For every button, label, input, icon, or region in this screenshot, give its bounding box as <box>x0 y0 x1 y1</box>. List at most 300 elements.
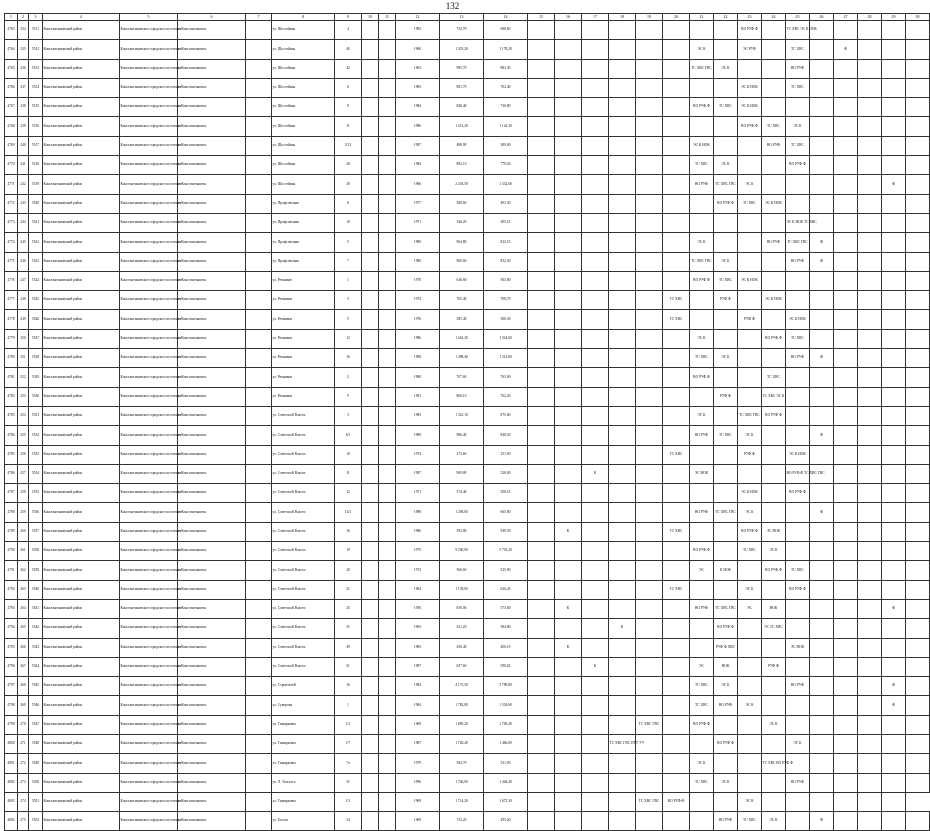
table-cell <box>762 78 786 97</box>
table-cell <box>246 329 272 348</box>
table-cell <box>379 773 396 792</box>
table-cell <box>362 561 379 580</box>
table-cell: 4 <box>335 21 362 40</box>
table-row <box>5 638 930 657</box>
table-cell: 236 <box>18 59 29 78</box>
table-cell <box>379 98 396 117</box>
table-cell <box>810 580 834 599</box>
table-row <box>5 542 930 561</box>
column-number-cell: 6 <box>178 14 246 21</box>
table-cell <box>555 715 582 734</box>
table-cell: 4803 <box>5 792 18 811</box>
table-cell: 657,60 <box>440 657 484 676</box>
table-cell: 5526 <box>29 310 43 329</box>
table-cell <box>555 117 582 136</box>
table-cell: ТС ХВС <box>714 271 738 290</box>
table-cell <box>246 175 272 194</box>
table-cell <box>636 252 663 271</box>
table-cell <box>834 734 858 753</box>
table-cell: ул. Советской Власти <box>272 561 335 580</box>
table-cell: К <box>582 464 609 483</box>
table-cell <box>786 792 810 811</box>
table-cell <box>738 387 762 406</box>
table-cell <box>858 98 882 117</box>
table-cell: Константиновский район <box>43 638 120 657</box>
table-cell: г. Константиновск <box>178 271 246 290</box>
column-number-cell: 24 <box>762 14 786 21</box>
table-cell: г. Константиновск <box>178 291 246 310</box>
table-row <box>5 792 930 811</box>
table-cell <box>528 233 555 252</box>
table-cell <box>362 657 379 676</box>
table-cell: г. Константиновск <box>178 677 246 696</box>
table-cell <box>762 156 786 175</box>
table-cell <box>810 271 834 290</box>
table-cell <box>555 329 582 348</box>
table-cell: 1 746,90 <box>440 773 484 792</box>
table-cell: 7 <box>335 252 362 271</box>
table-cell: 1/3 <box>335 792 362 811</box>
table-cell <box>582 426 609 445</box>
table-cell: ул. Профсоюзная <box>272 252 335 271</box>
table-cell <box>582 117 609 136</box>
table-cell <box>362 78 379 97</box>
table-cell <box>379 194 396 213</box>
table-cell <box>582 98 609 117</box>
table-cell <box>246 349 272 368</box>
table-cell <box>609 59 636 78</box>
table-cell: 4785 <box>5 445 18 464</box>
table-cell: г. Константиновск <box>178 233 246 252</box>
table-cell: 1 139,00 <box>440 580 484 599</box>
table-cell: ВО РУФ Ф <box>762 329 786 348</box>
table-cell <box>528 252 555 271</box>
table-cell <box>690 387 714 406</box>
table-cell <box>555 291 582 310</box>
table-cell <box>738 252 762 271</box>
table-cell <box>246 619 272 638</box>
table-cell: г. Константиновск <box>178 445 246 464</box>
table-cell <box>834 368 858 387</box>
table-cell: ТС ХВС <box>663 522 690 541</box>
table-cell: 12 <box>335 329 362 348</box>
table-cell <box>582 580 609 599</box>
table-cell <box>246 426 272 445</box>
table-cell: Константиновский район <box>43 503 120 522</box>
table-cell <box>690 792 714 811</box>
table-cell <box>555 696 582 715</box>
table-cell <box>882 329 906 348</box>
table-cell: 1 178,20 <box>484 40 528 59</box>
table-cell: 264 <box>18 599 29 618</box>
table-cell <box>555 233 582 252</box>
table-cell <box>906 677 930 696</box>
column-number-cell: 20 <box>663 14 690 21</box>
table-cell <box>690 310 714 329</box>
table-cell <box>882 271 906 290</box>
table-cell: 35 <box>335 619 362 638</box>
table-cell: г. Константиновск <box>178 484 246 503</box>
table-cell: 1981 <box>396 387 440 406</box>
table-cell <box>882 445 906 464</box>
table-cell: ул. Шоссейная <box>272 40 335 59</box>
table-cell <box>609 310 636 329</box>
table-cell: Константиновское городское поселение <box>120 291 178 310</box>
table-cell <box>555 792 582 811</box>
table-cell: 730,80 <box>484 98 528 117</box>
table-cell <box>246 194 272 213</box>
table-cell <box>786 657 810 676</box>
table-cell <box>882 503 906 522</box>
table-cell: 251 <box>18 349 29 368</box>
table-row <box>5 677 930 696</box>
table-cell <box>528 175 555 194</box>
table-cell: ВО РУФ <box>690 599 714 618</box>
table-cell <box>582 252 609 271</box>
table-cell <box>906 445 930 464</box>
table-cell: ул. Советской Власти <box>272 619 335 638</box>
table-cell: К <box>555 599 582 618</box>
table-cell: г. Константиновск <box>178 464 246 483</box>
table-cell: Константиновское городское поселение <box>120 349 178 368</box>
table-cell <box>609 156 636 175</box>
table-cell: К <box>555 638 582 657</box>
table-cell: 268 <box>18 677 29 696</box>
table-cell <box>246 464 272 483</box>
table-cell: 5536 <box>29 503 43 522</box>
table-cell: ул. Советской Власти <box>272 426 335 445</box>
table-cell: 752,70 <box>440 21 484 40</box>
table-cell <box>834 773 858 792</box>
table-cell: 1984 <box>396 156 440 175</box>
table-cell: ул. Тимирязева <box>272 754 335 773</box>
column-number-cell: 2 <box>18 14 29 21</box>
table-cell <box>906 812 930 831</box>
table-cell: ЭС К НОК <box>762 291 786 310</box>
table-cell <box>582 561 609 580</box>
table-cell <box>528 21 555 40</box>
table-cell: 1988 <box>396 349 440 368</box>
column-number-cell: 21 <box>690 14 714 21</box>
table-cell: ЭС К <box>690 406 714 425</box>
table-cell: г. Константиновск <box>178 638 246 657</box>
table-cell <box>882 619 906 638</box>
table-cell: Константиновское городское поселение <box>120 484 178 503</box>
table-cell: Константиновский район <box>43 291 120 310</box>
table-row <box>5 213 930 232</box>
table-cell: 265 <box>18 619 29 638</box>
table-cell: 5527 <box>29 329 43 348</box>
table-cell <box>810 156 834 175</box>
table-cell: 1 706,40 <box>484 715 528 734</box>
table-cell: ЭС К <box>690 40 714 59</box>
table-cell: Константиновское городское поселение <box>120 464 178 483</box>
table-cell <box>582 194 609 213</box>
table-cell: 573,60 <box>484 599 528 618</box>
table-cell: 1987 <box>396 464 440 483</box>
table-cell: ул. Речников <box>272 310 335 329</box>
table-cell <box>528 599 555 618</box>
table-cell <box>858 136 882 155</box>
table-cell: г. Константиновск <box>178 78 246 97</box>
table-cell: 765,40 <box>440 291 484 310</box>
table-cell: 1 314,80 <box>484 349 528 368</box>
table-cell <box>738 59 762 78</box>
table-cell <box>609 136 636 155</box>
table-cell <box>882 233 906 252</box>
table-cell <box>906 291 930 310</box>
table-row <box>5 773 930 792</box>
table-cell <box>882 21 906 40</box>
table-cell <box>906 213 930 232</box>
table-cell <box>906 599 930 618</box>
table-cell <box>738 329 762 348</box>
table-cell: 10 <box>335 445 362 464</box>
table-cell <box>663 484 690 503</box>
table-cell: Константиновское городское поселение <box>120 522 178 541</box>
table-cell: 646,60 <box>440 271 484 290</box>
table-cell <box>906 503 930 522</box>
table-cell <box>246 368 272 387</box>
table-cell <box>379 445 396 464</box>
table-cell <box>834 754 858 773</box>
table-cell <box>555 561 582 580</box>
table-cell <box>834 542 858 561</box>
table-cell <box>362 445 379 464</box>
table-cell: 611,20 <box>440 619 484 638</box>
table-cell <box>882 657 906 676</box>
table-cell <box>528 696 555 715</box>
table-cell <box>379 561 396 580</box>
table-cell <box>582 271 609 290</box>
table-cell: 702,20 <box>484 387 528 406</box>
table-cell: г. Константиновск <box>178 194 246 213</box>
table-cell: г. Константиновск <box>178 426 246 445</box>
table-cell: ЭС РУФ <box>738 40 762 59</box>
table-cell: 665,80 <box>484 503 528 522</box>
table-cell: г. Константиновск <box>178 349 246 368</box>
table-cell: ТС ХВС ГВС <box>714 175 738 194</box>
table-cell: 51 <box>335 657 362 676</box>
table-cell: 1 714,20 <box>440 792 484 811</box>
table-cell <box>609 175 636 194</box>
table-cell <box>609 561 636 580</box>
table-cell: 883,30 <box>484 59 528 78</box>
table-cell <box>882 387 906 406</box>
table-cell <box>906 40 930 59</box>
table-cell: ВО РУФ <box>786 59 810 78</box>
table-cell <box>834 580 858 599</box>
table-cell <box>528 291 555 310</box>
table-cell <box>906 464 930 483</box>
table-cell: 4768 <box>5 117 18 136</box>
table-cell: ВО РУФ <box>786 252 810 271</box>
table-cell <box>609 542 636 561</box>
table-cell: 4795 <box>5 638 18 657</box>
table-cell <box>379 677 396 696</box>
table-row <box>5 175 930 194</box>
table-cell <box>246 310 272 329</box>
table-cell <box>786 503 810 522</box>
table-cell: Константиновское городское поселение <box>120 40 178 59</box>
table-cell <box>738 156 762 175</box>
table-cell <box>858 792 882 811</box>
table-cell: ЭС К <box>762 542 786 561</box>
column-number-cell: 11 <box>379 14 396 21</box>
table-cell: 25 <box>335 599 362 618</box>
table-cell: ВО РУФ Ф <box>786 156 810 175</box>
table-cell <box>786 98 810 117</box>
table-cell <box>834 117 858 136</box>
table-cell: ул. Советской Власти <box>272 445 335 464</box>
table-cell: 560,60 <box>440 561 484 580</box>
table-cell <box>362 773 379 792</box>
table-cell <box>609 715 636 734</box>
table-cell: 5535 <box>29 484 43 503</box>
table-cell <box>786 522 810 541</box>
table-cell: Константиновский район <box>43 599 120 618</box>
table-cell <box>246 387 272 406</box>
table-cell <box>246 98 272 117</box>
table-cell: 40 <box>335 40 362 59</box>
table-cell <box>690 734 714 753</box>
table-cell <box>582 754 609 773</box>
table-cell: 270 <box>18 715 29 734</box>
table-cell <box>609 40 636 59</box>
table-cell <box>810 715 834 734</box>
table-cell <box>362 734 379 753</box>
table-cell: Константиновский район <box>43 136 120 155</box>
table-cell: 5538 <box>29 542 43 561</box>
table-cell <box>636 522 663 541</box>
table-cell <box>246 734 272 753</box>
table-cell: 5548 <box>29 734 43 753</box>
table-cell: 4797 <box>5 677 18 696</box>
table-cell <box>834 445 858 464</box>
table-cell: Константиновский район <box>43 677 120 696</box>
table-cell: 882,10 <box>440 156 484 175</box>
table-cell <box>362 696 379 715</box>
table-cell <box>663 156 690 175</box>
table-cell: ВО РУФ Ф <box>762 406 786 425</box>
table-cell: ТС ХВС ГВС <box>690 252 714 271</box>
table-cell: Константиновский район <box>43 78 120 97</box>
table-cell: 5533 <box>29 445 43 464</box>
table-cell <box>882 406 906 425</box>
table-cell <box>362 156 379 175</box>
table-cell: 5530 <box>29 387 43 406</box>
table-cell: 763,00 <box>484 368 528 387</box>
table-cell: ЭС К <box>738 792 762 811</box>
table-cell <box>609 754 636 773</box>
table-cell: 4787 <box>5 484 18 503</box>
table-cell <box>246 136 272 155</box>
table-cell: Константиновский район <box>43 561 120 580</box>
table-cell <box>362 329 379 348</box>
table-cell <box>834 156 858 175</box>
table-cell <box>834 194 858 213</box>
table-cell: Константиновское городское поселение <box>120 792 178 811</box>
table-cell: Константиновский район <box>43 194 120 213</box>
table-cell <box>882 638 906 657</box>
table-cell <box>636 271 663 290</box>
table-cell <box>555 368 582 387</box>
table-cell: 20 <box>335 561 362 580</box>
table-cell: Константиновское городское поселение <box>120 329 178 348</box>
table-cell <box>834 561 858 580</box>
table-cell: 4765 <box>5 59 18 78</box>
table-cell <box>906 773 930 792</box>
table-cell: ЭС НОК <box>786 638 810 657</box>
table-cell <box>246 233 272 252</box>
table-cell: г. Константиновск <box>178 98 246 117</box>
table-cell <box>246 561 272 580</box>
table-cell: ВО РУФ <box>786 773 810 792</box>
table-cell: 4763 <box>5 21 18 40</box>
table-cell: 3 <box>335 291 362 310</box>
table-cell <box>690 812 714 831</box>
table-cell: 1975 <box>396 542 440 561</box>
table-cell: 42 <box>335 59 362 78</box>
table-cell <box>663 599 690 618</box>
table-cell <box>528 310 555 329</box>
table-cell: 244 <box>18 213 29 232</box>
table-cell <box>528 213 555 232</box>
table-cell <box>810 175 834 194</box>
table-cell: ЭС ТС ХВС <box>762 619 786 638</box>
column-number-cell: 16 <box>555 14 582 21</box>
table-cell <box>636 619 663 638</box>
table-cell <box>528 619 555 638</box>
table-cell: ТС ХВС ГВС <box>786 233 810 252</box>
table-cell: ул. Шоссейная <box>272 175 335 194</box>
table-cell <box>636 136 663 155</box>
table-cell: ул. Шоссейная <box>272 21 335 40</box>
table-cell <box>636 445 663 464</box>
table-cell: 986,40 <box>440 426 484 445</box>
table-cell <box>528 561 555 580</box>
table-cell <box>636 21 663 40</box>
table-cell <box>906 406 930 425</box>
table-cell <box>555 387 582 406</box>
table-cell <box>762 213 786 232</box>
table-cell: 4801 <box>5 754 18 773</box>
table-cell <box>858 754 882 773</box>
table-cell: ВО РУФ Ф <box>690 715 714 734</box>
table-cell: 964,80 <box>440 233 484 252</box>
table-cell: Константиновский район <box>43 98 120 117</box>
table-cell <box>555 213 582 232</box>
table-cell: 5511 <box>29 21 43 40</box>
table-cell <box>738 291 762 310</box>
table-cell: ЭС К <box>714 156 738 175</box>
table-cell <box>663 368 690 387</box>
table-cell <box>762 677 786 696</box>
table-cell: 1 672,30 <box>484 792 528 811</box>
table-cell <box>858 368 882 387</box>
table-cell: 5537 <box>29 522 43 541</box>
table-cell: Константиновский район <box>43 213 120 232</box>
table-cell: 574,40 <box>440 484 484 503</box>
table-cell <box>906 368 930 387</box>
table-cell: Константиновское городское поселение <box>120 78 178 97</box>
table-cell: 1984 <box>396 677 440 696</box>
table-cell: ТС ХВС ГВС <box>714 503 738 522</box>
table-cell <box>609 522 636 541</box>
table-cell: 650,00 <box>440 599 484 618</box>
table-cell <box>810 406 834 425</box>
table-cell <box>528 59 555 78</box>
